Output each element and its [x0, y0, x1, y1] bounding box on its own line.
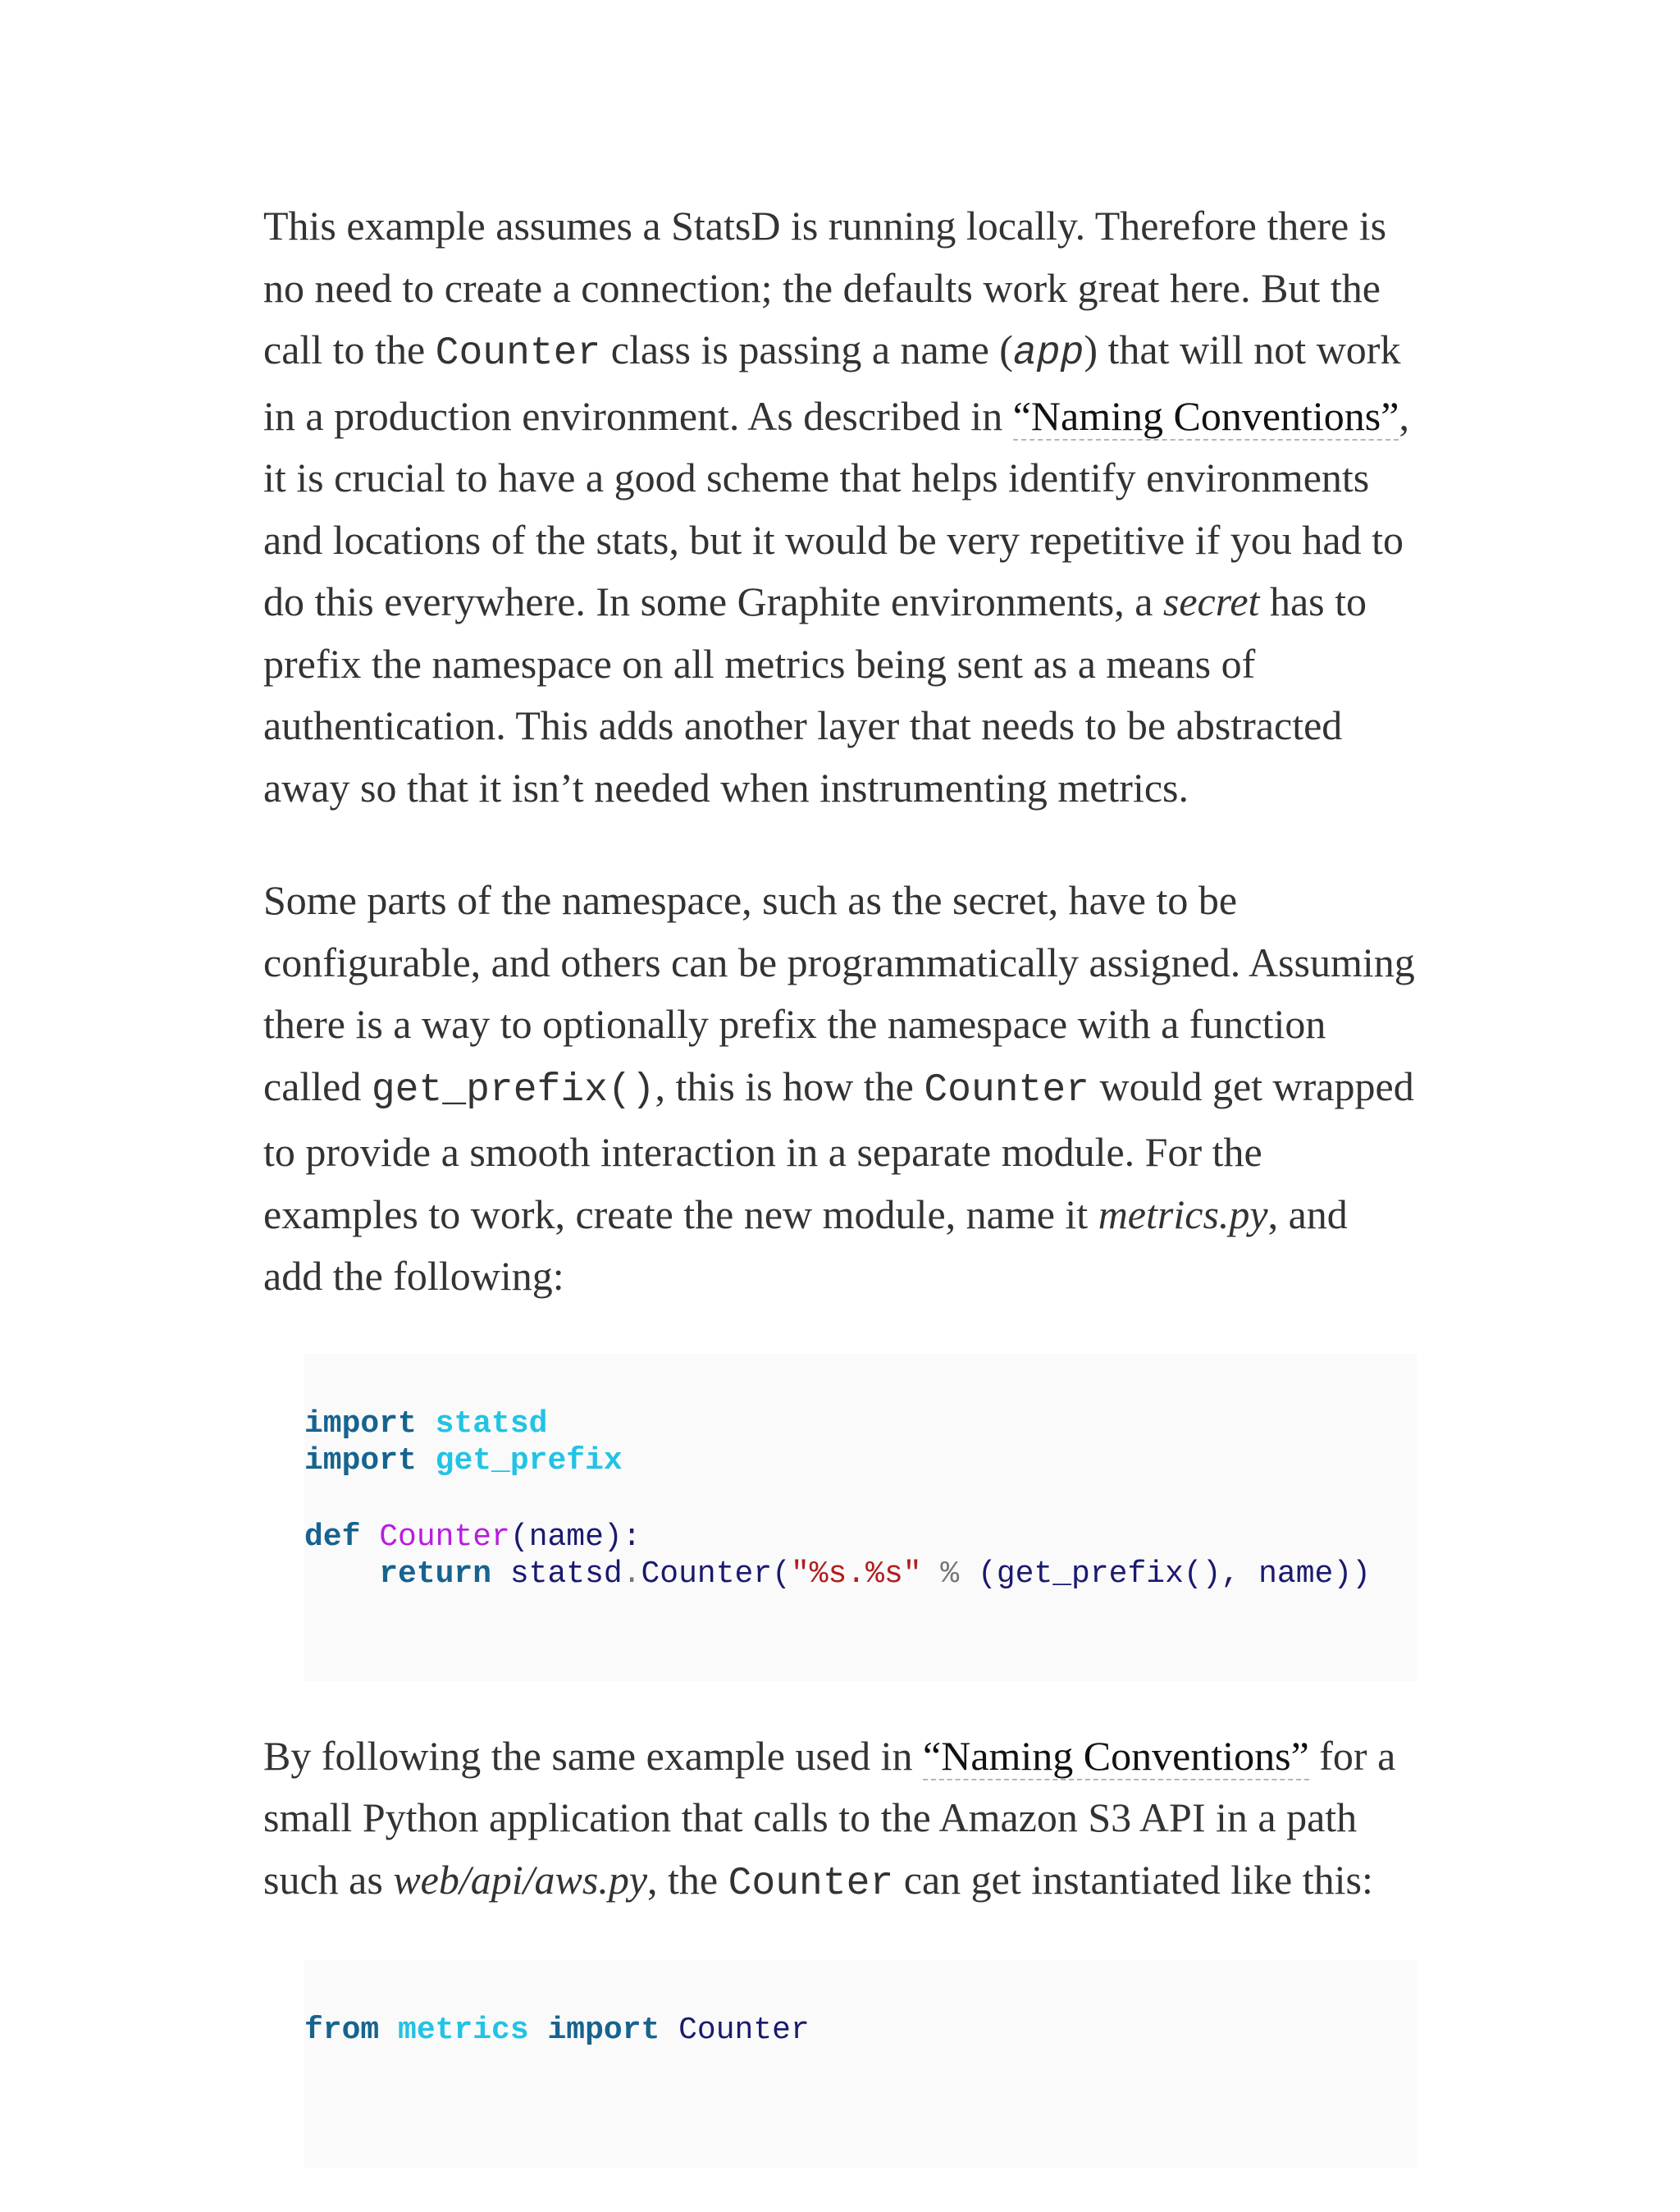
naming-conventions-link[interactable]: “Naming Conventions”	[923, 1732, 1309, 1779]
naming-conventions-link[interactable]: “Naming Conventions”	[1012, 392, 1399, 439]
code-identifier: Counter	[678, 2013, 810, 2048]
paragraph-namespace	[263, 870, 1417, 1308]
text: can get instantiated like this:	[893, 1856, 1373, 1903]
code-string: "%s.%s"	[790, 1556, 922, 1592]
text: class is passing a name (	[600, 327, 1013, 372]
code-identifier: get_prefix	[996, 1556, 1184, 1592]
code-keyword: import	[547, 2013, 660, 2048]
code-punct: ):	[603, 1519, 641, 1555]
emphasis-aws-path: web/api/aws.py	[393, 1856, 648, 1903]
code-punct: (	[509, 1519, 529, 1555]
text: ) that will not work in a production environment. As described in	[263, 327, 1401, 439]
inline-code-app: app	[1012, 331, 1084, 376]
text: would get wrapped to provide a smooth interaction in a separate module. For the examples to work, create the new module, name it	[263, 1063, 1414, 1237]
code-punct: (	[772, 1556, 791, 1592]
text: for a small Python application that calls to the Amazon S3 API in a path such as	[263, 1732, 1396, 1903]
paragraph-example-usage	[263, 1725, 1417, 1916]
code-block-metrics-module	[304, 1354, 1417, 1681]
code-identifier: Counter	[641, 1556, 773, 1592]
inline-code-counter: Counter	[435, 331, 601, 376]
text: Some parts of the namespace, such as the secret, have to be configurable, and others can be programmatically assigned. Assuming there is a way to optionally prefix the namespace with a function called	[263, 877, 1415, 1109]
code-keyword: import	[304, 1442, 417, 1478]
code-operator: %	[940, 1556, 960, 1592]
code-punct: ,	[1221, 1556, 1240, 1592]
code-indent	[304, 1556, 379, 1592]
code-module: get_prefix	[435, 1442, 623, 1478]
inline-code-counter: Counter	[924, 1067, 1089, 1113]
inline-code-counter: Counter	[728, 1861, 894, 1906]
code-identifier: statsd	[509, 1556, 623, 1592]
code-keyword: def	[304, 1519, 361, 1555]
text: , it is crucial to have a good scheme that helps identify environments and locations of the stats, but it would be very repetitive if you had to do this everywhere. In some Graphite environments, a	[263, 392, 1409, 624]
code-module: statsd	[435, 1405, 548, 1442]
text: , this is how the	[655, 1063, 924, 1109]
code-line	[304, 1519, 1417, 1556]
code-function-name: Counter	[379, 1519, 510, 1555]
code-punct: ))	[1333, 1556, 1371, 1592]
code-keyword: from	[304, 2013, 380, 2048]
inline-code-get-prefix: get_prefix()	[371, 1067, 655, 1113]
code-keyword: return	[379, 1556, 492, 1592]
code-keyword: import	[304, 1405, 417, 1442]
article-body	[263, 195, 1417, 2212]
code-line	[304, 1556, 1417, 1593]
code-line	[304, 1442, 1417, 1479]
code-identifier: name	[1258, 1556, 1334, 1592]
text: has to prefix the namespace on all metrics being sent as a means of authentication. This adds another layer that needs to be abstracted away so that it isn’t needed when instrumenting metrics.	[263, 578, 1367, 811]
code-punct: ()	[1183, 1556, 1221, 1592]
emphasis-metrics-py: metrics.py	[1098, 1191, 1268, 1237]
code-param: name	[528, 1519, 604, 1555]
text: By following the same example used in	[263, 1732, 924, 1779]
code-blank-line	[304, 1479, 1417, 1519]
code-punct: .	[622, 1556, 641, 1592]
code-module: metrics	[398, 2013, 529, 2048]
code-punct: (	[978, 1556, 997, 1592]
paragraph-statsd-intro	[263, 195, 1417, 819]
text: This example assumes a StatsD is running locally. Therefore there is no need to create a connection; the defaults work great here. But the call to the	[263, 203, 1387, 372]
emphasis-secret: secret	[1162, 578, 1260, 624]
code-line	[304, 2012, 1417, 2049]
code-block-import-counter	[304, 1960, 1417, 2168]
text: , the	[647, 1856, 728, 1903]
text: , and add the following:	[263, 1191, 1348, 1299]
code-line	[304, 1405, 1417, 1442]
